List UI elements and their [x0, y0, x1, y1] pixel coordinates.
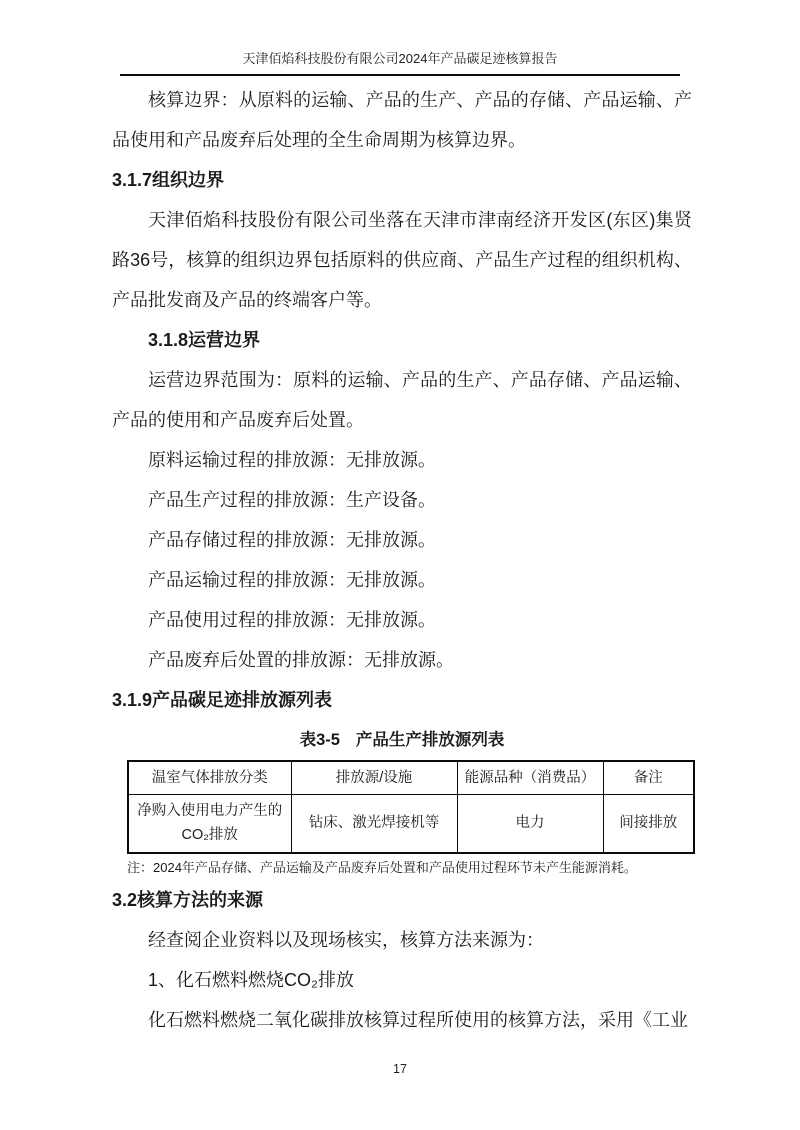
- table-header-cell: 备注: [603, 761, 694, 794]
- paragraph-operation-boundary: 运营边界范围为：原料的运输、产品的生产、产品存储、产品运输、产品的使用和产品废弃后处置。: [112, 370, 692, 430]
- table-header-cell: 排放源/设施: [291, 761, 457, 794]
- page-number: 17: [393, 1062, 407, 1076]
- emission-source-table: [127, 760, 695, 854]
- document-body: [0, 76, 800, 1040]
- table-caption-label: 表3-5: [299, 731, 340, 749]
- paragraph-method-item-1: 1、化石燃料燃烧CO₂排放: [148, 970, 354, 990]
- table-cell: 间接排放: [603, 794, 694, 853]
- table-header-cell: 能源品种（消费品）: [457, 761, 603, 794]
- emission-source-line: 产品使用过程的排放源：无排放源。: [148, 610, 436, 630]
- table-caption-title: 产品生产排放源列表: [355, 731, 505, 749]
- table-header-row: [128, 761, 694, 794]
- page-header-title: 天津佰焰科技股份有限公司2024年产品碳足迹核算报告: [242, 51, 558, 66]
- table-cell: 电力: [457, 794, 603, 853]
- paragraph-method-intro: 经查阅企业资料以及现场核实，核算方法来源为：: [148, 930, 544, 950]
- heading-3-1-9: 3.1.9产品碳足迹排放源列表: [112, 690, 333, 710]
- heading-3-1-8: 3.1.8运营边界: [148, 330, 261, 350]
- table-caption: [112, 720, 692, 760]
- heading-3-2: 3.2核算方法的来源: [112, 890, 264, 910]
- paragraph-method-description: 化石燃料燃烧二氧化碳排放核算过程所使用的核算方法，采用《工业: [148, 1010, 688, 1030]
- heading-3-1-7: 3.1.7组织边界: [112, 170, 225, 190]
- emission-source-line: 产品废弃后处置的排放源：无排放源。: [148, 650, 454, 670]
- emission-source-line: 产品生产过程的排放源：生产设备。: [148, 490, 436, 510]
- emission-source-line: 原料运输过程的排放源：无排放源。: [148, 450, 436, 470]
- table-cell: 钻床、激光焊接机等: [291, 794, 457, 853]
- paragraph-organization-boundary: 天津佰焰科技股份有限公司坐落在天津市津南经济开发区(东区)集贤路36号，核算的组织边界包括原料的供应商、产品生产过程的组织机构、产品批发商及产品的终端客户等。: [112, 210, 692, 310]
- page-header: [0, 0, 800, 68]
- table-cell: 净购入使用电力产生的CO₂排放: [128, 794, 291, 853]
- table-header-cell: 温室气体排放分类: [128, 761, 291, 794]
- emission-source-line: 产品存储过程的排放源：无排放源。: [148, 530, 436, 550]
- page-footer: [0, 1062, 800, 1076]
- table-note: 注：2024年产品存储、产品运输及产品废弃后处置和产品使用过程环节未产生能源消耗。: [127, 860, 637, 875]
- emission-source-line: 产品运输过程的排放源：无排放源。: [148, 570, 436, 590]
- table-row: [128, 794, 694, 853]
- paragraph-accounting-boundary: 核算边界：从原料的运输、产品的生产、产品的存储、产品运输、产品使用和产品废弃后处理的全生命周期为核算边界。: [112, 90, 692, 150]
